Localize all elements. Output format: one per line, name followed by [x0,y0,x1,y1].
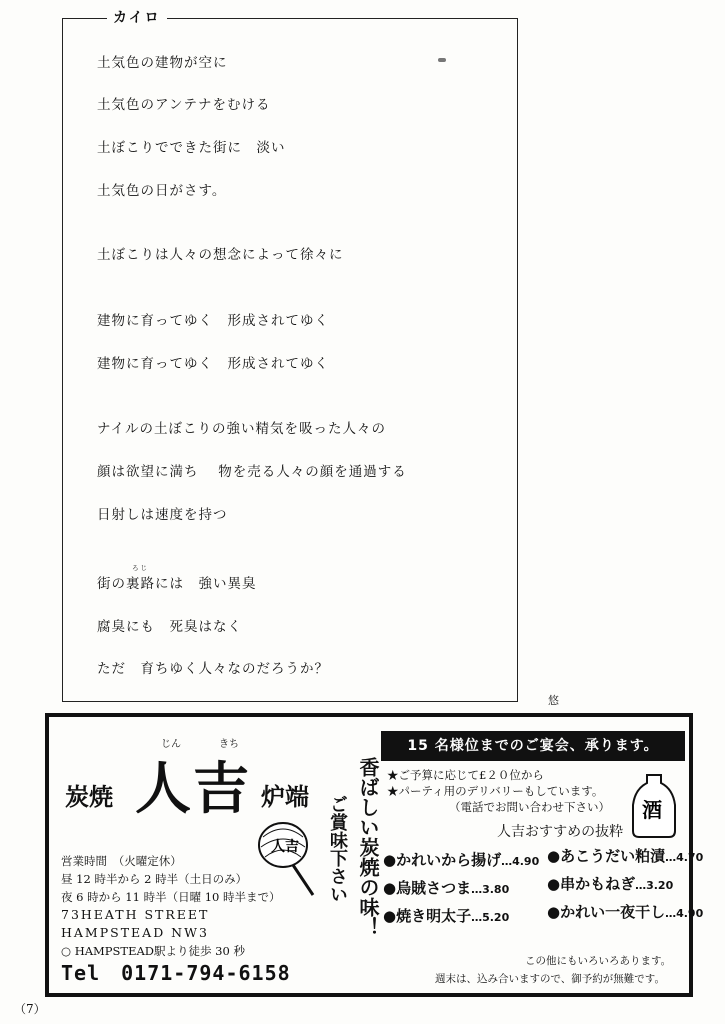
reservation-note: 週末は、込み合いますので、御予約が無難です。 [435,973,665,985]
shop-suffix: 炉端 [261,783,309,811]
menu-item [383,849,539,870]
menu-item-name: ●串かもねぎ [547,875,636,893]
poem-line: 腐臭にも 死臭はなく [97,619,242,635]
menu-item [547,845,703,866]
ink-speck [438,58,446,62]
menu-item-name: ●かれいから揚げ [383,851,502,869]
name-reading-jin: じん [161,739,181,750]
menu-item-name: ●焼き明太子 [383,907,472,925]
poem-line: 土気色の日がさす。 [97,183,227,199]
shop-prefix: 炭焼 [65,783,113,811]
phone-inquiry-note: （電話でお問い合わせ下さい） [449,800,610,814]
menu-item [547,873,673,894]
uchiwa-fan-icon [257,817,317,897]
menu-item-name: ●あこうだい粕漬 [547,847,666,865]
delivery-note: ★パーティ用のデリバリーもしています。 [387,784,604,798]
menu-item-price: …4.90 [501,855,540,868]
menu-item [547,901,703,922]
menu-item-price: …4.70 [665,851,704,864]
poem-line: 建物に育ってゆく 形成されてゆく [97,356,329,372]
poem-line: 土気色のアンテナをむける [97,97,271,113]
more-items-note: この他にもいろいろあります。 [525,955,672,967]
dinner-hours: 夜 6 時から 11 時半（日曜 10 時半まで） [61,890,281,904]
address-street: 73HEATH STREET [61,907,210,922]
poem-line: 土ぼこりでできた街に 淡い [97,140,286,156]
poem-title: カイロ [107,7,167,27]
ruby-reading: ろじ [132,564,149,572]
opening-hours-label: 営業時間 （火曜定休） [61,854,182,868]
ad-left-panel [49,717,349,993]
telephone: Tel 0171-794-6158 [61,961,291,985]
poem-line: 土ぼこりは人々の想念によって徐々に [97,247,344,263]
poem-line: 顔は欲望に満ち 物を売る人々の顔を通過する [97,464,407,480]
sake-label: 酒 [642,798,662,822]
poem-line-part: には [155,576,184,592]
poem-line: 土気色の建物が空に [97,55,228,71]
poem-line: ナイルの土ぼこりの強い精気を吸った人々の [97,421,387,437]
menu-item-price: …5.20 [471,911,510,924]
restaurant-ad [45,713,704,997]
station-access: ○ HAMPSTEAD駅より徒歩 30 秒 [61,944,245,958]
poem-line [97,564,257,592]
poem-line: ただ 育ちゆく人々なのだろうか？ [97,661,329,677]
shop-name: 人吉 [135,756,251,822]
slogan-secondary: ご賞味下さい [327,795,348,903]
menu-item [383,877,509,898]
name-reading-kichi: きち [219,739,239,750]
menu-item [383,905,509,926]
party-banner: 15 名様位までのご宴会、承ります。 [381,731,685,761]
menu-item-name: ●かれい一夜干し [547,903,666,921]
sake-bottle-icon [629,773,679,839]
fan-label: 人吉 [271,839,299,855]
menu-item-price: …4.90 [665,907,704,920]
page-number: （7） [14,1002,46,1016]
slogan-primary: 香ばしい炭焼の味！ [356,757,380,937]
recommendations-title: 人吉おすすめの抜粋 [497,824,624,840]
address-area: HAMPSTEAD NW3 [61,925,209,940]
poem-line: 建物に育ってゆく 形成されてゆく [97,313,329,329]
poem-line-part: 強い異臭 [198,576,257,592]
menu-item-name: ●烏賊さつま [383,879,472,897]
poem-author: 悠 [548,694,559,707]
ruby-base: 裏路 [126,576,155,592]
poem-line-part: 街の [97,576,126,592]
menu-item-price: …3.80 [471,883,510,896]
poem-frame [62,10,518,702]
budget-note: ★ご予算に応じて£２０位から [387,768,544,782]
ruby-word [126,564,155,592]
lunch-hours: 昼 12 時半から 2 時半（土日のみ） [61,872,248,886]
menu-item-price: …3.20 [635,879,674,892]
poem-line: 日射しは速度を持つ [97,507,228,523]
ad-right-panel [379,717,704,993]
